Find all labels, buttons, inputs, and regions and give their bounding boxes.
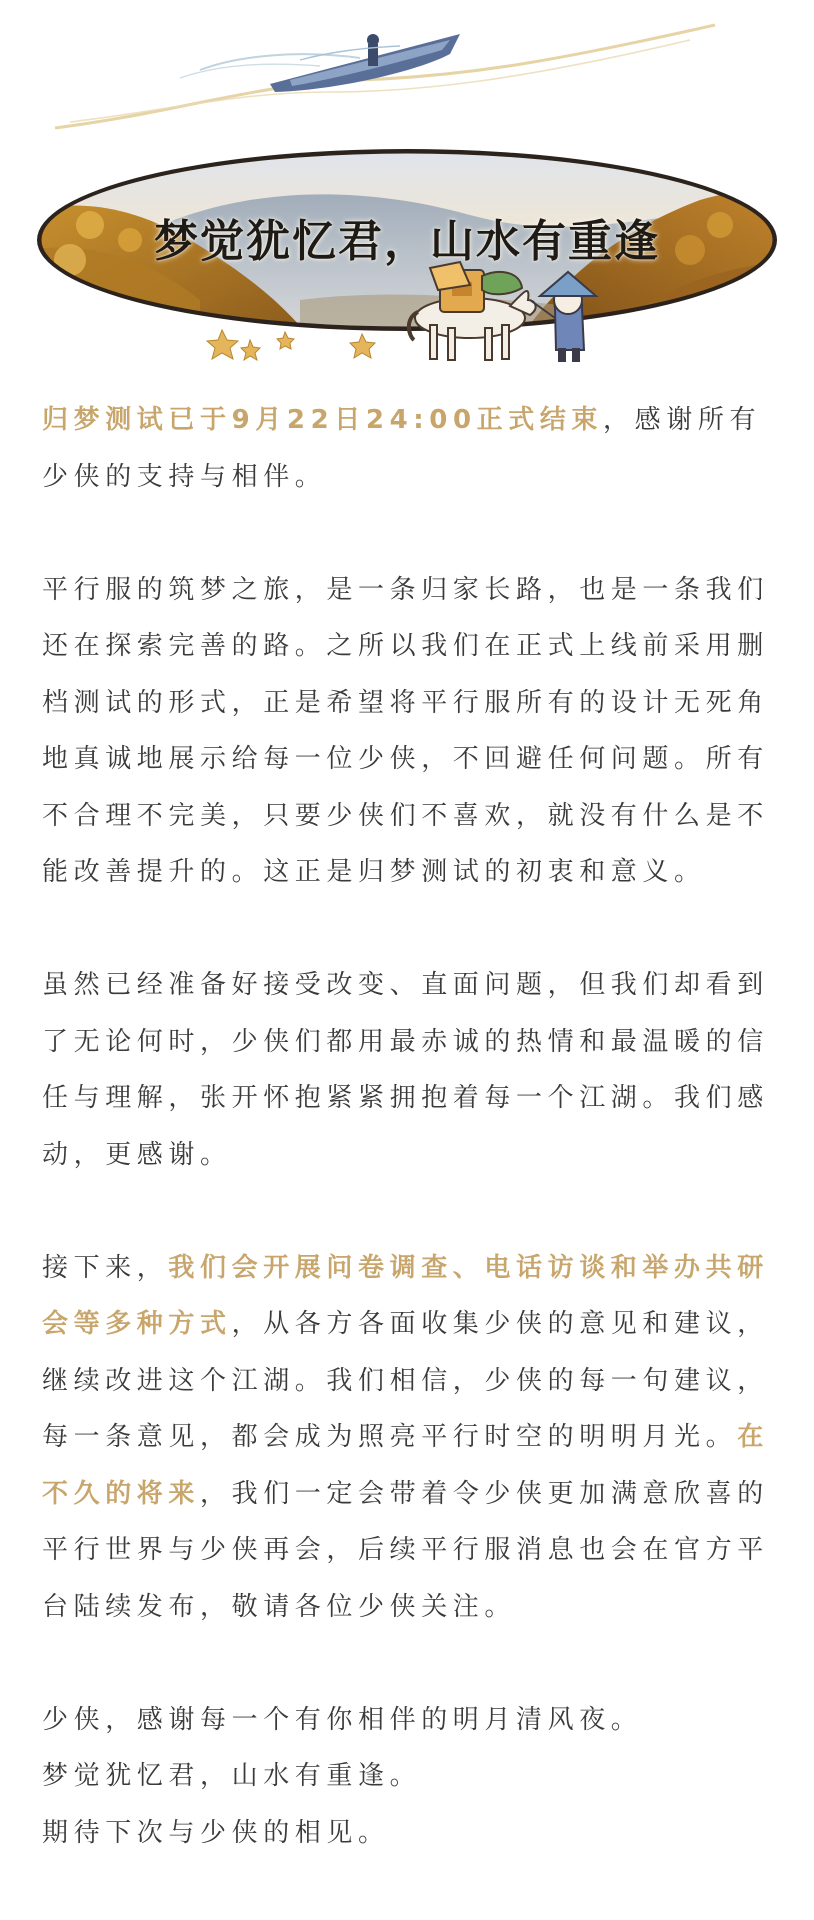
star-decorations xyxy=(207,330,375,360)
banner-illustration xyxy=(0,0,814,380)
paragraph-next-steps xyxy=(42,1240,782,1636)
highlight-near-future: 在不久的将来 xyxy=(42,1422,769,1509)
closing-line: 期待下次与少侠的相见。 xyxy=(42,1817,390,1848)
paragraph-announcement xyxy=(42,392,782,505)
highlight-test-end: 归梦测试已于9月22日24:00正式结束 xyxy=(42,405,604,435)
article-body xyxy=(42,392,782,1861)
closing-lines xyxy=(42,1692,782,1862)
paragraph-journey: 平行服的筑梦之旅，是一条归家长路，也是一条我们还在探索完善的路。之所以我们在正式上线前采用删档测试的形式，正是希望将平行服所有的设计无死角地真诚地展示给每一位少侠，不回避任何问题。所有不合理不完美，只要少侠们不喜欢，就没有什么是不能改善提升的。这正是归梦测试的初衷和意义。 xyxy=(42,574,769,887)
closing-line: 梦觉犹忆君，山水有重逢。 xyxy=(42,1761,422,1791)
header-banner xyxy=(0,0,814,380)
paragraph-text: ，我们一定会带着令少侠更加满意欣喜的平行世界与少侠再会，后续平行服消息也会在官方平台陆续发布，敬请各位少侠关注。 xyxy=(42,1478,769,1622)
closing-line: 少侠，感谢每一个有你相伴的明月清风夜。 xyxy=(42,1704,643,1735)
horse-and-traveler xyxy=(409,262,596,362)
banner-title: 梦觉犹忆君，山水有重逢 xyxy=(154,216,660,267)
highlight-survey-methods: 我们会开展问卷调查、电话访谈和举办共研会等多种方式 xyxy=(42,1252,769,1339)
paragraph-text: 接下来， xyxy=(42,1252,169,1283)
paragraph-text: ，从各方各面收集少侠的意见和建议，继续改进这个江湖。我们相信，少侠的每一句建议，每一条意见，都会成为照亮平行时空的明明月光。 xyxy=(42,1309,769,1452)
paragraph-gratitude: 虽然已经准备好接受改变、直面问题，但我们却看到了无论何时，少侠们都用最赤诚的热情和最温暖的信任与理解，张开怀抱紧紧拥抱着每一个江湖。我们感动，更感谢。 xyxy=(42,970,769,1170)
paragraph-text: ，感谢所有少侠的支持与相伴。 xyxy=(42,405,762,492)
flying-boat-ornament xyxy=(55,25,715,128)
